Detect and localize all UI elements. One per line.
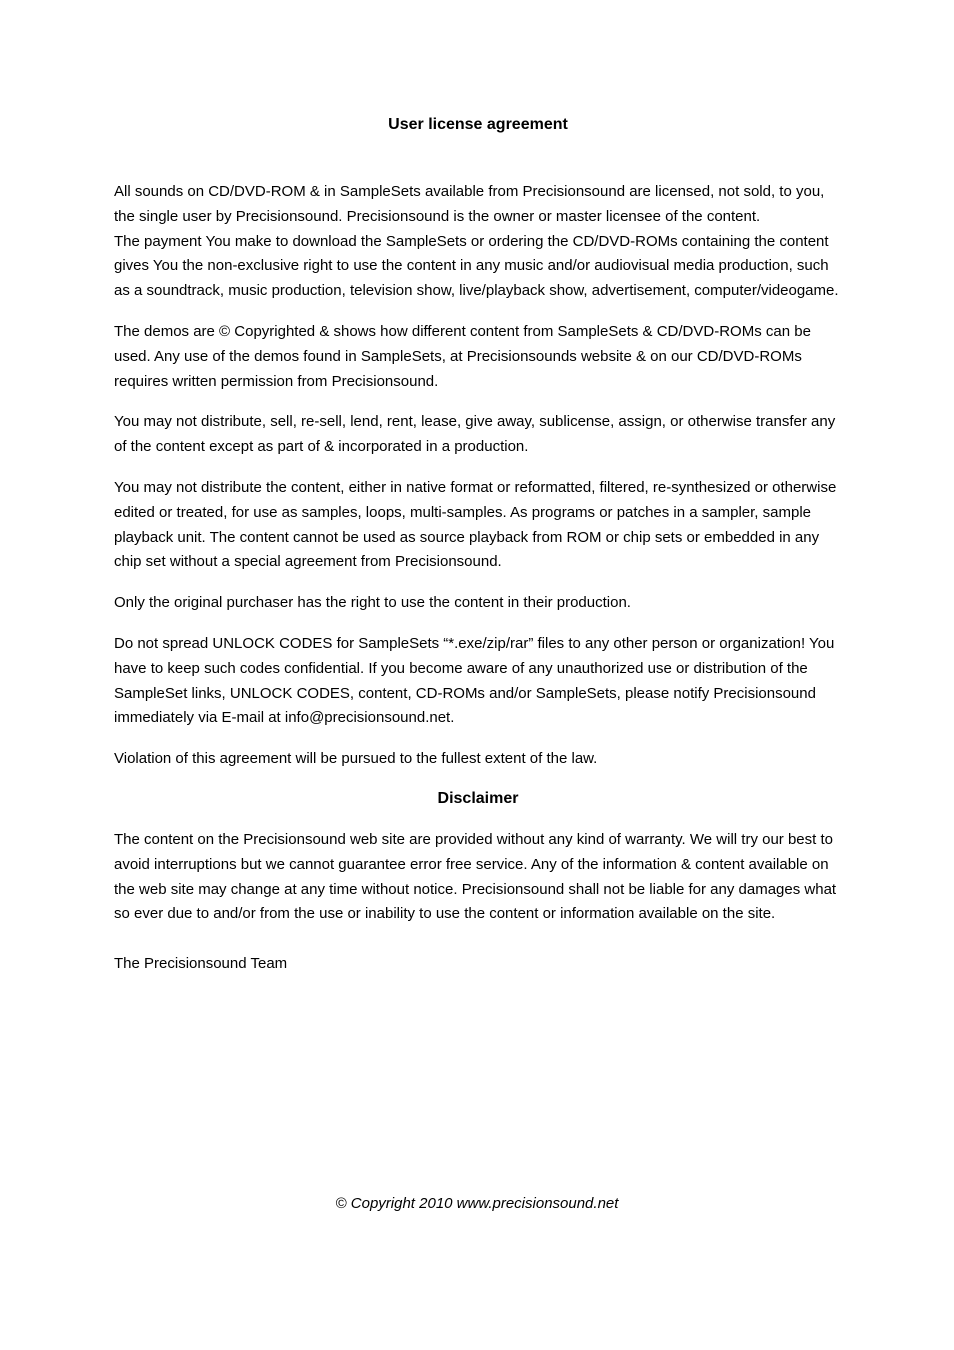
license-paragraph-ownership: All sounds on CD/DVD-ROM & in SampleSets available from Precisionsound are licensed, not sold, to you, the single user by Precisionsound. Precisionsound is the owner or master licensee of the content. [114,183,825,225]
copyright-footer: © Copyright 2010 www.precisionsound.net [335,1195,619,1212]
disclaimer-text: The content on the Precisionsound web site are provided without any kind of warranty. We will try our best to avoid interruptions but we cannot guarantee error free service. Any of the information & content available on the web site may change at any time without notice. Precisionsound shall not be liable for any damages what so ever due to and/or from the use or inability to use the content or information available on the site. [114,830,837,923]
license-paragraph-demos: The demos are © Copyrighted & shows how different content from SampleSets & CD/DVD-ROMs can be used. Any use of the demos found in SampleSets, at Precisionsounds website & on our CD/DVD-ROMs requires written permission from Precisionsound. [114,322,811,390]
license-body [114,180,842,975]
license-paragraph-unlock-codes: Do not spread UNLOCK CODES for SampleSets “*.exe/zip/rar” files to any other person or organization! You have to keep such codes confidential. If you become aware of any unauthorized use or distribution of the SampleSet links, UNLOCK CODES, content, CD-ROMs and/or SampleSets, please notify Precisionsound immediately via E-mail at info@precisionsound.net. [114,634,835,727]
license-paragraph-payment: The payment You make to download the SampleSets or ordering the CD/DVD-ROMs containing the content gives You the non-exclusive right to use the content in any music and/or audiovisual media production, such as a soundtrack, music production, television show, live/playback show, advertisement, computer/videogame. [114,232,839,300]
license-paragraph-purchaser: Only the original purchaser has the right to use the content in their production. [114,594,631,612]
license-paragraph-violation: Violation of this agreement will be pursued to the fullest extent of the law. [114,750,598,768]
disclaimer-heading: Disclaimer [437,789,519,807]
page-title: User license agreement [388,116,568,133]
license-paragraph-formats: You may not distribute the content, either in native format or reformatted, filtered, re-synthesized or otherwise edited or treated, for use as samples, loops, multi-samples. As programs or patches in a sampler, sample playback unit. The content cannot be used as source playback from ROM or chip sets or embedded in any chip set without a special agreement from Precisionsound. [114,478,837,571]
signature: The Precisionsound Team [114,955,288,973]
license-paragraph-distribution: You may not distribute, sell, re-sell, lend, rent, lease, give away, sublicense, assign, or otherwise transfer any of the content except as part of & incorporated in a production. [114,413,836,456]
